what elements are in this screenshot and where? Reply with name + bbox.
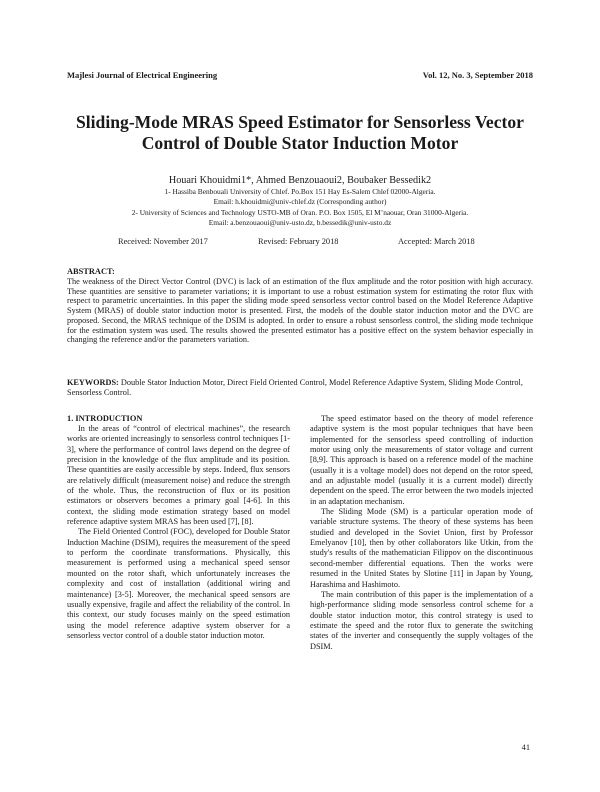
affiliation-1-email: Email: h.khouidmi@univ-chlef.dz (Corresponding author) — [213, 197, 387, 206]
keywords-label: KEYWORDS: — [67, 378, 119, 387]
abstract-text: The weakness of the Direct Vector Control (DVC) is lack of an estimation of the flux amplitude and the rotor position with high accuracy. These quantities are sensitive to parameter variations; it is important to use a robust estimation system for estimating the rotor flux with respect to parametric uncertainties. In this paper the sliding mode speed sensorless vector control based on the Model Reference Adaptive System (MRAS) of double stator induction motor is presented. First, the models of the double stator induction motor and the DVC are proposed. Second, the MRAS technique of the DSIM is adopted. In order to ensure a robust sensorless control, the sliding mode technique for the estimation system was used. The results showed the presented estimator has a positive effect on the system behavior especially in changing the reference and/or the parameters variation. — [67, 277, 533, 345]
revised-date: Revised: February 2018 — [258, 237, 339, 246]
accepted-date: Accepted: March 2018 — [398, 237, 475, 246]
left-column — [67, 424, 290, 641]
paper-title — [60, 112, 540, 154]
affiliation-2: 2- University of Sciences and Technology USTO-MB of Oran. P.O. Box 1505, El M’naouar, Oran 31000-Algeria. — [131, 208, 469, 217]
section-heading-introduction: 1. INTRODUCTION — [67, 414, 143, 423]
title-line-1: Sliding-Mode MRAS Speed Estimator for Sensorless Vector — [76, 112, 524, 132]
keywords — [67, 378, 533, 397]
volume-issue: Vol. 12, No. 3, September 2018 — [422, 70, 533, 80]
paragraph: The Sliding Mode (SM) is a particular operation mode of variable structure systems. The theory of these systems has been studied and developed in the Soviet Union, first by Professor Emelyanov [10], then by other collaborators like Utkin, from the study's results of the mathematician Filippov on the discontinuous second-member differential equations. Then the works were resumed in the United States by Slotine [11] in Japan by Young, Harashima and Hashimoto. — [310, 507, 533, 589]
page-number: 41 — [521, 743, 530, 752]
journal-name: Majlesi Journal of Electrical Engineering — [67, 70, 218, 80]
keywords-text: Double Stator Induction Motor, Direct Field Oriented Control, Model Reference Adaptive System, Sliding Mode Control, Sensorless Control. — [67, 378, 523, 397]
paragraph: The speed estimator based on the theory of model reference adaptive system is the most popular techniques that have been implemented for the sensorless speed controlling of induction motor using only the measurements of stator voltage and current [8,9]. This approach is based on a reference model of the machine (usually it is a voltage model) does not depend on the rotor speed, and an adjustable model (usually it is a current model) directly dependent on the speed. The error between the two models injected in an adaptation mechanism. — [310, 414, 533, 506]
abstract-heading: ABSTRACT: — [67, 267, 115, 276]
title-line-2: Control of Double Stator Induction Motor — [141, 133, 459, 153]
affiliation-1: 1- Hassiba Benbouali University of Chlef. Po.Box 151 Hay Es-Salem Chlef 02000-Algeria. — [164, 187, 436, 196]
received-date: Received: November 2017 — [118, 237, 208, 246]
author-list: Houari Khouidmi1*, Ahmed Benzouaoui2, Boubaker Bessedik2 — [168, 175, 432, 186]
right-column — [310, 414, 533, 652]
affiliation-2-email: Email: a.benzouaoui@univ-usto.dz, b.bessedik@univ-usto.dz — [208, 218, 392, 227]
paragraph: The Field Oriented Control (FOC), developed for Double Stator Induction Machine (DSIM), requires the measurement of the speed to perform the coordinate transformations. Physically, this measurement is performed using a mechanical speed sensor mounted on the rotor shaft, which unfortunately increases the complexity and cost of installation (additional wiring and maintenance) [3-5]. Moreover, the mechanical speed sensors are usually expensive, fragile and affect the reliability of the control. In this context, our study focuses mainly on the speed estimation using the model reference adaptive system observer for a sensorless vector control of a double stator induction motor. — [67, 527, 290, 640]
paragraph: The main contribution of this paper is the implementation of a high-performance sliding mode sensorless control scheme for a double stator induction motor, this control strategy is used to estimate the speed and the rotor flux to generate the switching states of the inverter and consequently the supply voltages of the DSIM. — [310, 589, 533, 651]
paragraph: In the areas of “control of electrical machines”, the research works are oriented increasingly to sensorless control techniques [1-3], where the performance of control laws depend on the degree of precision in the knowledge of the flux amplitude and its position. These quantities are easily accessible by steps. Indeed, flux sensors are relatively difficult (measurement noise) and reduce the strength of the whole. Thus, the reconstruction of flux or its position estimators or observers becomes a primary goal [4-6]. In this context, the sliding mode estimation strategy based on model reference adaptive system MRAS has been used [7], [8]. — [67, 424, 290, 527]
